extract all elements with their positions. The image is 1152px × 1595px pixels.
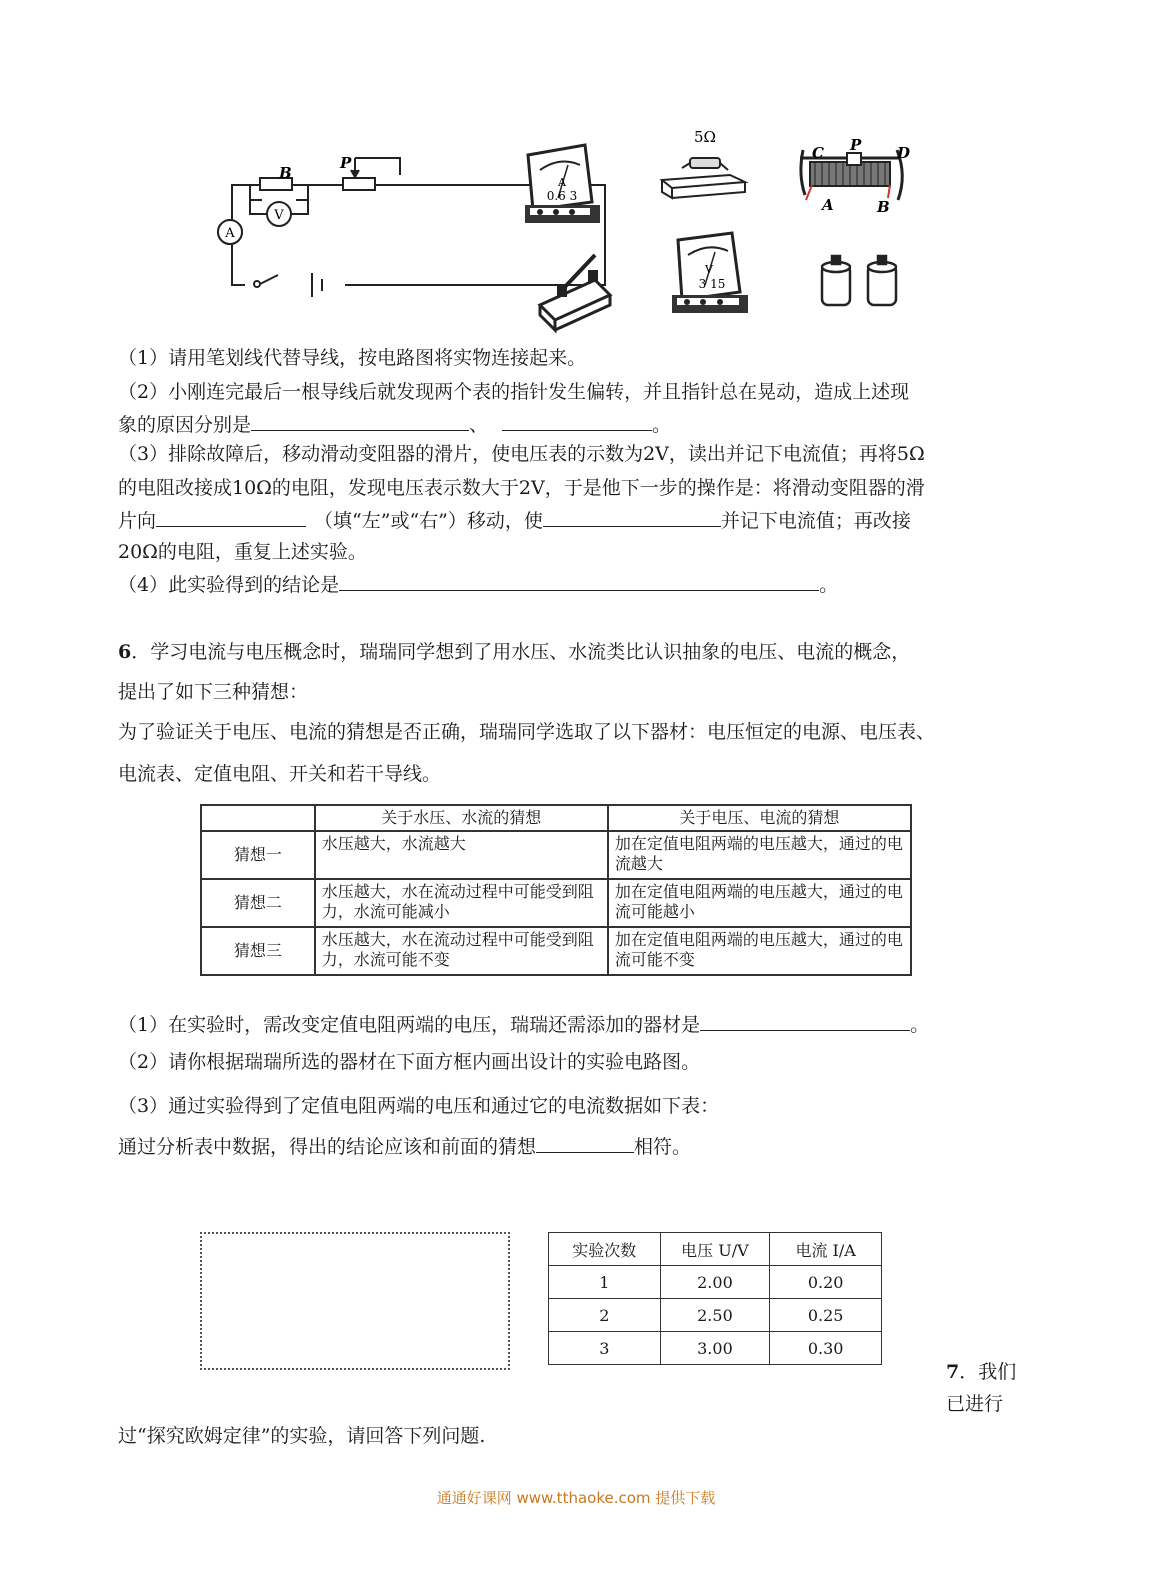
q5-part4 — [118, 572, 838, 597]
table-header-cell — [201, 805, 315, 831]
data-table-header — [549, 1233, 882, 1266]
q7-line3: 过“探究欧姆定律”的实验，请回答下列问题. — [118, 1425, 486, 1447]
table-cell: 3.00 — [660, 1332, 770, 1365]
resistor-value: 5Ω — [694, 128, 716, 146]
rheostat-c: C — [812, 144, 824, 162]
q7-line1 — [946, 1360, 1016, 1384]
table-row — [549, 1332, 882, 1365]
rheostat-b: B — [877, 198, 890, 216]
q7-number: 7 — [946, 1361, 960, 1383]
q6-sub1 — [118, 1012, 929, 1037]
answer-blank-5-4[interactable] — [339, 572, 819, 591]
table-cell: 2.00 — [660, 1266, 770, 1299]
q6-sub2: （2）请你根据瑞瑞所选的器材在下面方框内画出设计的实验电路图。 — [118, 1051, 701, 1073]
table-cell: 2 — [549, 1299, 661, 1332]
switch-device — [540, 255, 610, 330]
table-cell: 猜想三 — [201, 927, 315, 975]
table-header-cell: 实验次数 — [549, 1233, 661, 1266]
q6-intro-line1 — [118, 640, 910, 664]
resistor-device — [662, 128, 745, 198]
answer-blank-5-3b[interactable] — [543, 508, 721, 527]
q5-part3-line4: 20Ω的电阻，重复上述实验。 — [118, 541, 367, 563]
rheostat-d: D — [897, 144, 911, 162]
answer-blank-5-2a[interactable] — [251, 412, 469, 431]
data-table — [548, 1232, 882, 1365]
q6-sub3: （3）通过实验得到了定值电阻两端的电压和通过它的电流数据如下表： — [118, 1095, 720, 1117]
answer-blank-5-2b[interactable] — [502, 412, 652, 431]
q6-intro-a: ．学习电流与电压概念时，瑞瑞同学想到了用水压、水流类比认识抽象的电压、电流的概念， — [131, 641, 911, 663]
table-row — [549, 1299, 882, 1332]
table-row — [201, 927, 911, 975]
q5-part4-end: 。 — [819, 574, 839, 596]
q6-intro-line2: 提出了如下三种猜想： — [118, 681, 309, 703]
experiment-figure — [200, 120, 930, 340]
ammeter-symbol-label: A — [225, 226, 235, 241]
answer-blank-6-1[interactable] — [700, 1012, 910, 1031]
ammeter-scale: 0.6 3 — [546, 189, 578, 203]
table-cell: 水压越大，水在流动过程中可能受到阻力，水流可能减小 — [315, 879, 608, 927]
voltmeter-face-letter: V — [705, 263, 713, 276]
table-cell: 猜想二 — [201, 879, 315, 927]
q5-part1: （1）请用笔划线代替导线，按电路图将实物连接起来。 — [118, 347, 587, 369]
hypothesis-table — [200, 804, 912, 976]
table-cell: 加在定值电阻两端的电压越大，通过的电流越大 — [608, 831, 911, 879]
table-cell: 水压越大，水流越大 — [315, 831, 608, 879]
label-b: B — [279, 164, 292, 182]
voltmeter-symbol-label: V — [274, 208, 284, 223]
table-cell: 猜想一 — [201, 831, 315, 879]
table-header-cell: 电压 U/V — [660, 1233, 770, 1266]
q6-conclusion-end: 相符。 — [634, 1136, 692, 1158]
table-cell: 2.50 — [660, 1299, 770, 1332]
q5-part3-line2: 的电阻改接成10Ω的电阻，发现电压表示数大于2V，于是他下一步的操作是：将滑动变阻器的滑 — [118, 477, 925, 499]
q6-sub1-text: （1）在实验时，需改变定值电阻两端的电压，瑞瑞还需添加的器材是 — [118, 1014, 701, 1036]
table-row — [201, 831, 911, 879]
q6-sub1-end: 。 — [910, 1014, 930, 1036]
q6-conclusion-text: 通过分析表中数据，得出的结论应该和前面的猜想 — [118, 1136, 537, 1158]
table-cell: 0.25 — [770, 1299, 882, 1332]
answer-blank-5-3a[interactable] — [156, 508, 306, 527]
q6-intro-line3: 为了验证关于电压、电流的猜想是否正确，瑞瑞同学选取了以下器材：电压恒定的电源、电压表、 — [118, 721, 936, 743]
q5-part3-prefix: 片向 — [118, 510, 157, 532]
q6-conclusion — [118, 1134, 691, 1159]
rheostat-p: P — [850, 136, 862, 154]
voltmeter-scale: 3 15 — [698, 277, 726, 291]
q6-number: 6 — [118, 641, 132, 663]
q7-text-a: ．我们 — [959, 1361, 1017, 1383]
q5-part3-line3 — [118, 508, 911, 533]
circuit-drawing-box[interactable] — [200, 1232, 510, 1370]
battery-device — [822, 256, 896, 305]
table-cell: 水压越大，水在流动过程中可能受到阻力，水流可能不变 — [315, 927, 608, 975]
table-cell: 加在定值电阻两端的电压越大，通过的电流可能不变 — [608, 927, 911, 975]
q5-part2-sep: 、 — [469, 414, 489, 436]
table-cell: 0.30 — [770, 1332, 882, 1365]
q5-part4-prefix: （4）此实验得到的结论是 — [118, 574, 340, 596]
label-p: P — [340, 154, 352, 172]
table-cell: 1 — [549, 1266, 661, 1299]
q6-intro-line4: 电流表、定值电阻、开关和若干导线。 — [118, 763, 442, 785]
table-cell: 加在定值电阻两端的电压越大，通过的电流可能越小 — [608, 879, 911, 927]
q5-part3-mid: （填“左”或“右”）移动，使 — [314, 510, 543, 532]
table-cell: 3 — [549, 1332, 661, 1365]
answer-blank-6-4[interactable] — [536, 1134, 634, 1153]
q5-part3-line1: （3）排除故障后，移动滑动变阻器的滑片，使电压表的示数为2V，读出并记下电流值；再将5Ω — [118, 443, 925, 465]
q5-part2-line2 — [118, 412, 671, 437]
rheostat-a: A — [822, 196, 834, 214]
rheostat-symbol — [343, 178, 375, 190]
hypothesis-table-header — [201, 805, 911, 831]
table-header-cell: 关于电压、电流的猜想 — [608, 805, 911, 831]
q7-line2: 已进行 — [946, 1393, 1004, 1415]
table-row — [549, 1266, 882, 1299]
q5-part2-end: 。 — [652, 414, 672, 436]
q5-part2-line1: （2）小刚连完最后一根导线后就发现两个表的指针发生偏转，并且指针总在晃动，造成上述现 — [118, 381, 910, 403]
ammeter-face-letter: A — [558, 176, 566, 189]
table-header-cell: 关于水压、水流的猜想 — [315, 805, 608, 831]
q5-part2-prefix: 象的原因分别是 — [118, 414, 252, 436]
table-cell: 0.20 — [770, 1266, 882, 1299]
q5-part3-end: 并记下电流值；再改接 — [720, 510, 911, 532]
table-header-cell: 电流 I/A — [770, 1233, 882, 1266]
footer-credit: 通通好课网 www.tthaoke.com 提供下载 — [436, 1489, 716, 1507]
table-row — [201, 879, 911, 927]
